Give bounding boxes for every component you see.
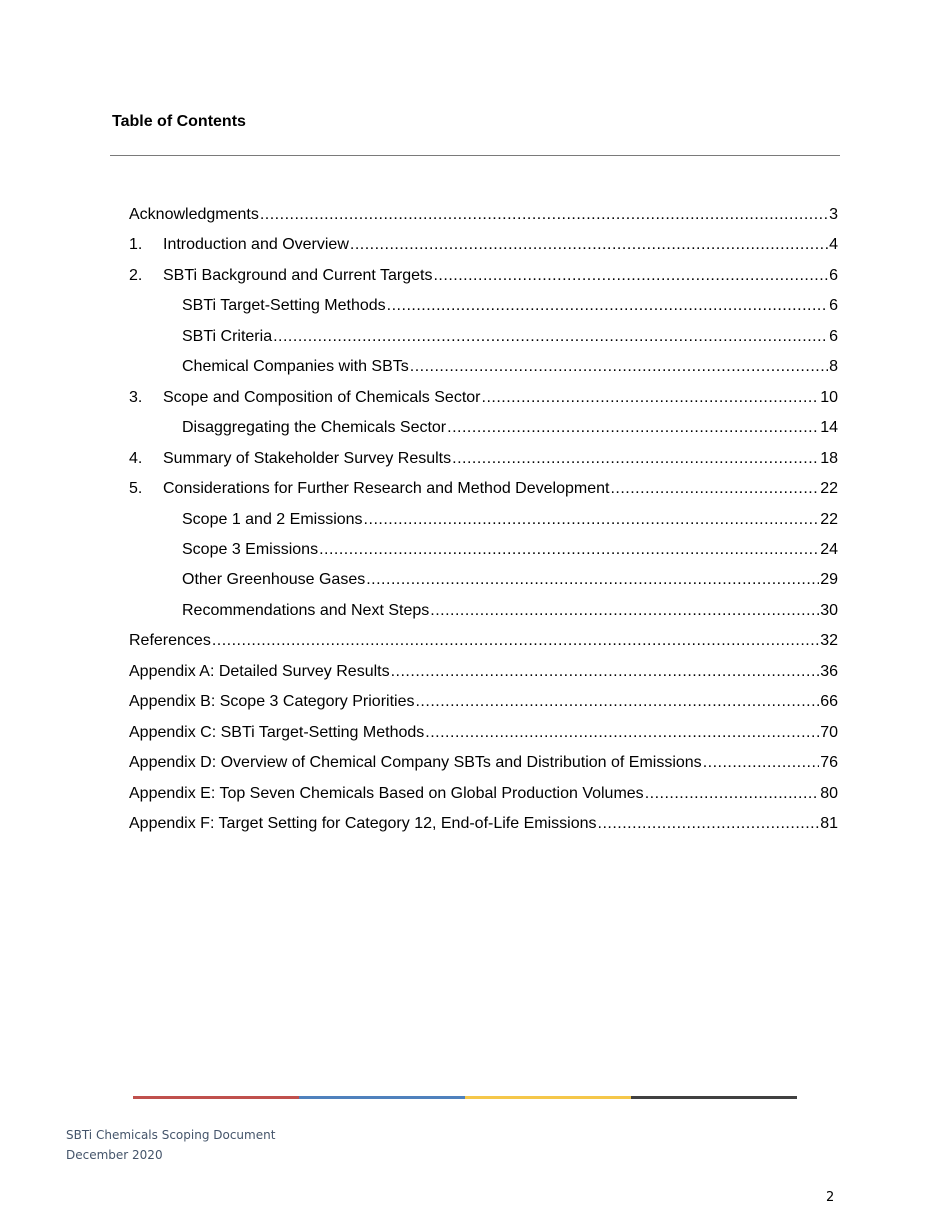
toc-entry[interactable] <box>129 661 838 683</box>
toc-entry[interactable] <box>129 448 838 470</box>
toc-entry-page: 36 <box>820 663 838 680</box>
toc-entry[interactable] <box>129 813 838 835</box>
toc-entry[interactable] <box>182 356 838 378</box>
toc-entry-title: Appendix D: Overview of Chemical Company SBTs and Distribution of Emissions <box>129 754 702 771</box>
toc-entry-page: 8 <box>829 358 838 375</box>
toc-dot-leader <box>391 661 820 683</box>
toc-dot-leader <box>387 295 828 317</box>
toc-entry-title: Scope 3 Emissions <box>182 541 319 558</box>
toc-entry[interactable] <box>129 478 838 500</box>
toc-entry-page: 4 <box>829 236 838 253</box>
toc-entry-title: References <box>129 632 211 649</box>
page-number: 2 <box>826 1190 835 1205</box>
footer-bar-segment <box>631 1096 797 1099</box>
footer-bar-segment <box>133 1096 299 1099</box>
toc-dot-leader <box>319 539 819 561</box>
toc-entry[interactable] <box>182 326 838 348</box>
toc-entry-title: SBTi Criteria <box>182 328 273 345</box>
toc-dot-leader <box>350 234 828 256</box>
toc-entry-number: 3. <box>129 389 143 406</box>
toc-dot-leader <box>415 691 819 713</box>
toc-entry[interactable] <box>129 722 838 744</box>
toc-dot-leader <box>645 783 820 805</box>
toc-dot-leader <box>212 630 819 652</box>
toc-entry[interactable] <box>182 600 838 622</box>
toc-entry-page: 76 <box>820 754 838 771</box>
footer-bar-segment <box>465 1096 631 1099</box>
toc-entry-page: 18 <box>820 450 838 467</box>
toc-entry-page: 24 <box>820 541 838 558</box>
toc-entry-page: 80 <box>820 785 838 802</box>
footer-color-bar <box>133 1096 797 1099</box>
toc-entry-title: Chemical Companies with SBTs <box>182 358 409 375</box>
toc-entry-title: SBTi Target-Setting Methods <box>182 297 386 314</box>
toc-entry-page: 30 <box>820 602 838 619</box>
toc-entry[interactable] <box>129 204 838 226</box>
toc-entry-title: SBTi Background and Current Targets <box>163 267 433 284</box>
toc-entry[interactable] <box>182 569 838 591</box>
toc-entry-page: 81 <box>820 815 838 832</box>
toc-entry-page: 6 <box>829 267 838 284</box>
toc-entry[interactable] <box>129 234 838 256</box>
toc-dot-leader <box>273 326 828 348</box>
toc-entry-number: 5. <box>129 480 143 497</box>
toc-entry-page: 3 <box>829 206 838 223</box>
toc-dot-leader <box>430 600 819 622</box>
toc-entry-page: 66 <box>820 693 838 710</box>
toc-entry-page: 6 <box>829 297 838 314</box>
toc-entry-number: 1. <box>129 236 143 253</box>
toc-entry-title: Other Greenhouse Gases <box>182 571 366 588</box>
toc-entry-title: Disaggregating the Chemicals Sector <box>182 419 447 436</box>
toc-entry[interactable] <box>129 691 838 713</box>
toc-entry[interactable] <box>129 630 838 652</box>
toc-heading: Table of Contents <box>112 113 246 130</box>
toc-entry-page: 29 <box>820 571 838 588</box>
toc-entry-title: Scope 1 and 2 Emissions <box>182 511 363 528</box>
toc-dot-leader <box>610 478 819 500</box>
toc-dot-leader <box>452 448 819 470</box>
toc-entry-page: 10 <box>820 389 838 406</box>
toc-entry-page: 70 <box>820 724 838 741</box>
toc-entry-title: Appendix A: Detailed Survey Results <box>129 663 390 680</box>
toc-entry-title: Summary of Stakeholder Survey Results <box>163 450 452 467</box>
toc-entry-page: 14 <box>820 419 838 436</box>
toc-entry-title: Appendix E: Top Seven Chemicals Based on Global Production Volumes <box>129 785 644 802</box>
toc-entry-page: 22 <box>820 511 838 528</box>
toc-entry-title: Appendix F: Target Setting for Category 12, End-of-Life Emissions <box>129 815 597 832</box>
toc-entry-page: 6 <box>829 328 838 345</box>
toc-dot-leader <box>366 569 819 591</box>
toc-entry[interactable] <box>129 752 838 774</box>
toc-dot-leader <box>433 265 828 287</box>
footer-date: December 2020 <box>66 1148 163 1162</box>
toc-entry-title: Appendix B: Scope 3 Category Priorities <box>129 693 415 710</box>
toc-entry-title: Appendix C: SBTi Target-Setting Methods <box>129 724 425 741</box>
toc-entry-number: 4. <box>129 450 143 467</box>
toc-dot-leader <box>364 509 820 531</box>
footer-bar-segment <box>299 1096 465 1099</box>
toc-entry-title: Recommendations and Next Steps <box>182 602 430 619</box>
toc-dot-leader <box>260 204 828 226</box>
toc-entry[interactable] <box>129 783 838 805</box>
toc-entry-number: 2. <box>129 267 143 284</box>
toc-entry-page: 22 <box>820 480 838 497</box>
toc-dot-leader <box>410 356 828 378</box>
heading-divider <box>110 155 840 156</box>
toc-entry[interactable] <box>182 509 838 531</box>
toc-entry-title: Considerations for Further Research and Method Development <box>163 480 610 497</box>
toc-entry-title: Scope and Composition of Chemicals Sector <box>163 389 481 406</box>
toc-entry[interactable] <box>182 539 838 561</box>
toc-entry[interactable] <box>182 417 838 439</box>
toc-dot-leader <box>703 752 820 774</box>
toc-entry-page: 32 <box>820 632 838 649</box>
toc-dot-leader <box>482 387 820 409</box>
footer-document-title: SBTi Chemicals Scoping Document <box>66 1128 276 1142</box>
toc-dot-leader <box>598 813 820 835</box>
toc-entry[interactable] <box>129 387 838 409</box>
toc-dot-leader <box>425 722 819 744</box>
toc-entry[interactable] <box>182 295 838 317</box>
toc-entry-title: Introduction and Overview <box>163 236 349 253</box>
toc-dot-leader <box>447 417 819 439</box>
toc-entry-title: Acknowledgments <box>129 206 259 223</box>
toc-entry[interactable] <box>129 265 838 287</box>
